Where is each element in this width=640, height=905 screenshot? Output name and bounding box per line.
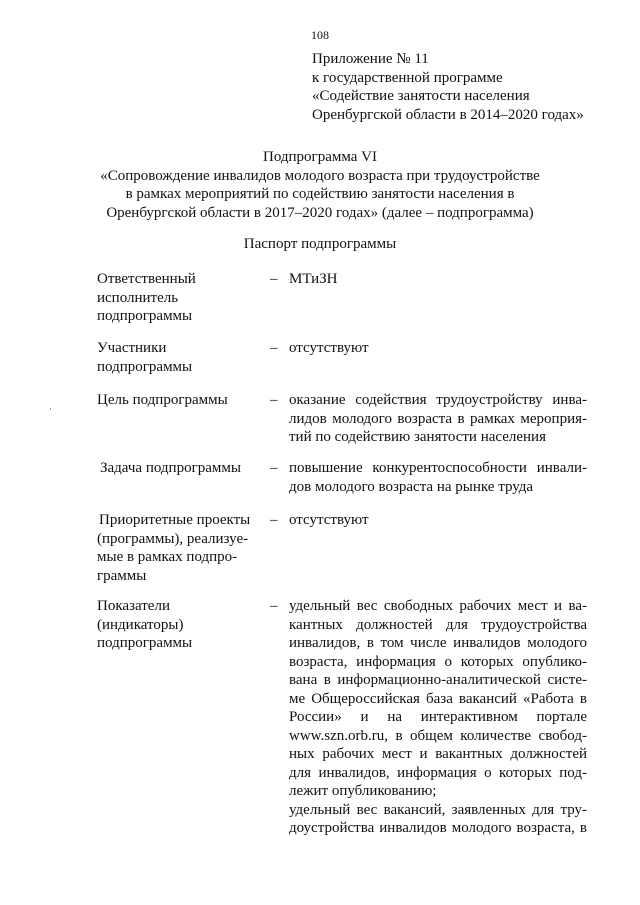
label-line: исполнитель	[97, 289, 179, 306]
value-line: доустройства инвалидов молодого возраста, в	[289, 820, 587, 836]
row-label	[97, 511, 267, 585]
value-line: лежит опубликованию;	[289, 783, 437, 799]
label-line: (программы), реализуе-	[97, 530, 249, 547]
row-label	[97, 597, 267, 653]
row-dash: –	[270, 512, 278, 528]
subprogram-line: в рамках мероприятий по содействию занятости населения в	[125, 186, 515, 202]
row-label	[97, 391, 267, 410]
appendix-line: к государственной программе	[312, 69, 503, 86]
label-line: подпрограммы	[97, 635, 193, 651]
value-line: России» и на интерактивном портале	[289, 709, 587, 725]
value-line: отсутствуют	[289, 340, 369, 356]
value-line: удельный вес свободных рабочих мест и ва-	[289, 598, 587, 614]
row-label	[97, 270, 267, 326]
value-line: оказание содействия трудоустройству инва-	[289, 392, 587, 408]
label-line: (индикаторы)	[97, 616, 184, 633]
row-value	[289, 270, 587, 289]
value-line: ме Общероссийская база вакансий «Работа в	[289, 690, 587, 707]
row-dash: –	[270, 340, 278, 356]
value-line: www.szn.orb.ru, в общем количестве свобод-	[289, 727, 587, 744]
label-line: Участники	[97, 340, 167, 356]
value-line: МТиЗН	[289, 271, 338, 287]
value-line: возраста, информация о которых опублико-	[289, 653, 587, 670]
value-line: лидов молодого возраста в рамках мероприя-	[289, 410, 587, 427]
row-value	[289, 459, 587, 496]
row-dash: –	[270, 460, 278, 476]
label-line: мые в рамках подпро-	[97, 549, 238, 565]
row-dash: –	[270, 271, 278, 287]
value-line: кантных должностей для трудоустройства	[289, 616, 587, 633]
value-line: удельный вес вакансий, заявленных для тру-	[289, 801, 587, 818]
label-line: Приоритетные проекты	[99, 512, 251, 528]
appendix-line: «Содействие занятости населения	[312, 88, 530, 104]
label-line: подпрограммы	[97, 308, 193, 324]
row-label	[97, 339, 267, 376]
subprogram-title	[0, 148, 640, 222]
scan-speck	[50, 408, 51, 410]
row-dash: –	[270, 392, 278, 408]
appendix-line: Оренбургской области в 2014–2020 годах»	[312, 106, 584, 123]
label-line: Показатели	[97, 598, 170, 614]
label-line: граммы	[97, 567, 147, 584]
value-line: дов молодого возраста на рынке труда	[289, 478, 534, 495]
value-line: повышение конкурентоспособности инвали-	[289, 460, 587, 476]
value-line: вана в информационно-аналитической систе-	[289, 672, 587, 688]
subprogram-line: «Сопровождение инвалидов молодого возраста при трудоустройстве	[100, 167, 540, 184]
label-line: Ответственный	[97, 271, 196, 287]
row-value	[289, 339, 587, 358]
appendix-line: Приложение № 11	[312, 51, 429, 67]
row-label	[100, 459, 270, 478]
value-line: ных рабочих мест и вакантных должностей	[289, 746, 587, 762]
appendix-header	[312, 50, 584, 124]
page-number: 108	[311, 28, 329, 42]
value-line: для инвалидов, информация о которых под-	[289, 764, 587, 781]
row-dash: –	[270, 598, 278, 614]
passport-title: Паспорт подпрограммы	[243, 236, 397, 252]
label-line: подпрограммы	[97, 358, 193, 375]
row-value	[289, 597, 587, 838]
value-line: тий по содействию занятости населения	[289, 429, 546, 445]
label-line: Цель подпрограммы	[97, 392, 228, 408]
value-line: отсутствуют	[289, 512, 369, 528]
label-line: Задача подпрограммы	[100, 460, 241, 476]
subprogram-line: Подпрограмма VI	[263, 149, 377, 165]
subprogram-line: Оренбургской области в 2017–2020 годах» (далее – подпрограмма)	[106, 204, 534, 221]
row-value	[289, 511, 587, 530]
row-value	[289, 391, 587, 447]
value-line: инвалидов, в том числе инвалидов молодого	[289, 635, 587, 651]
